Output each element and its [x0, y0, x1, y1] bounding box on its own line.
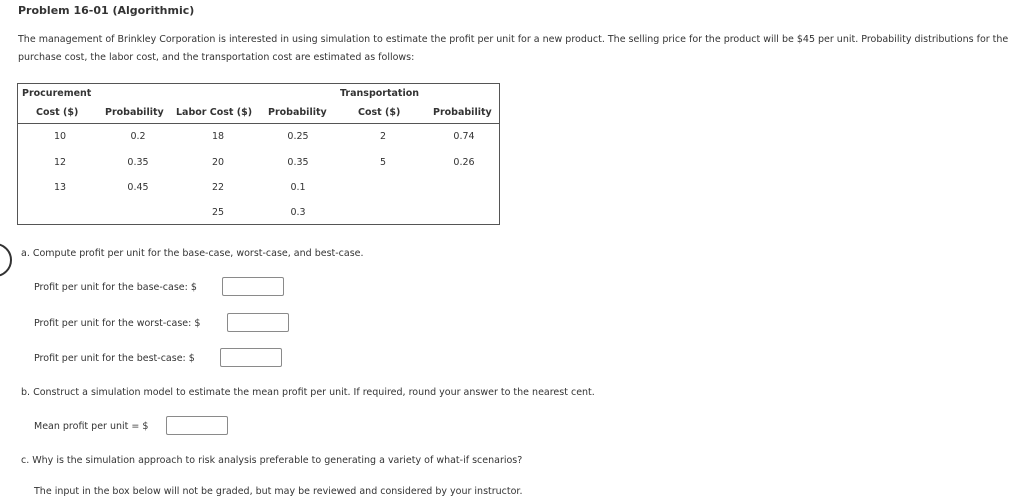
- part-b-prompt: b. Construct a simulation model to estimate the mean profit per unit. If required, round your answer to the nearest cent.: [21, 387, 595, 398]
- best-case-label: Profit per unit for the best-case: $: [34, 353, 195, 364]
- problem-title: Problem 16-01 (Algorithmic): [18, 4, 195, 17]
- best-case-profit-input[interactable]: [220, 348, 282, 367]
- table-cell: 2: [379, 131, 387, 142]
- col-header-labor-cost: Labor Cost ($): [176, 107, 253, 118]
- col-header-probability-1: Probability: [105, 107, 164, 118]
- col-header-probability-3: Probability: [433, 107, 492, 118]
- table-cell: 10: [53, 131, 67, 142]
- table-cell: 22: [211, 182, 225, 193]
- base-case-label: Profit per unit for the base-case: $: [34, 282, 197, 293]
- table-cell: 5: [379, 157, 387, 168]
- part-a-prompt: a. Compute profit per unit for the base-case, worst-case, and best-case.: [21, 248, 364, 259]
- table-cell: 20: [211, 157, 225, 168]
- table-cell: 0.74: [453, 131, 475, 142]
- table-cell: 0.25: [287, 131, 309, 142]
- table-cell: 13: [53, 182, 67, 193]
- base-case-profit-input[interactable]: [222, 277, 284, 296]
- table-cell: 0.2: [130, 131, 146, 142]
- cost-distribution-table: [17, 83, 500, 225]
- table-cell: 0.35: [127, 157, 149, 168]
- col-header-procurement-line2: Cost ($): [36, 107, 79, 118]
- table-cell: 25: [211, 207, 225, 218]
- table-cell: 0.35: [287, 157, 309, 168]
- col-header-probability-2: Probability: [268, 107, 327, 118]
- table-cell: 0.3: [290, 207, 306, 218]
- table-header-divider: [17, 123, 500, 124]
- mean-profit-input[interactable]: [166, 416, 228, 435]
- part-c-prompt: c. Why is the simulation approach to risk analysis preferable to generating a variety of what-if scenarios?: [21, 455, 523, 466]
- problem-intro: The management of Brinkley Corporation is interested in using simulation to estimate the profit per unit for a new product. The selling price for the product will be $45 per unit. Probability distributions for the purchase cost, the labor cost, and the transportation cost are estimated as follows:: [18, 34, 1009, 63]
- part-c-note: The input in the box below will not be graded, but may be reviewed and considered by your instructor.: [34, 486, 523, 497]
- col-header-procurement-line1: Procurement: [22, 88, 92, 99]
- table-cell: 0.26: [453, 157, 475, 168]
- table-cell: 0.1: [290, 182, 306, 193]
- col-header-transportation-line1: Transportation: [340, 88, 420, 99]
- side-navigation-circle[interactable]: [0, 243, 12, 277]
- worst-case-label: Profit per unit for the worst-case: $: [34, 318, 201, 329]
- table-cell: 18: [211, 131, 225, 142]
- table-cell: 0.45: [127, 182, 149, 193]
- col-header-transportation-line2: Cost ($): [358, 107, 401, 118]
- table-cell: 12: [53, 157, 67, 168]
- mean-profit-label: Mean profit per unit = $: [34, 421, 149, 432]
- worst-case-profit-input[interactable]: [227, 313, 289, 332]
